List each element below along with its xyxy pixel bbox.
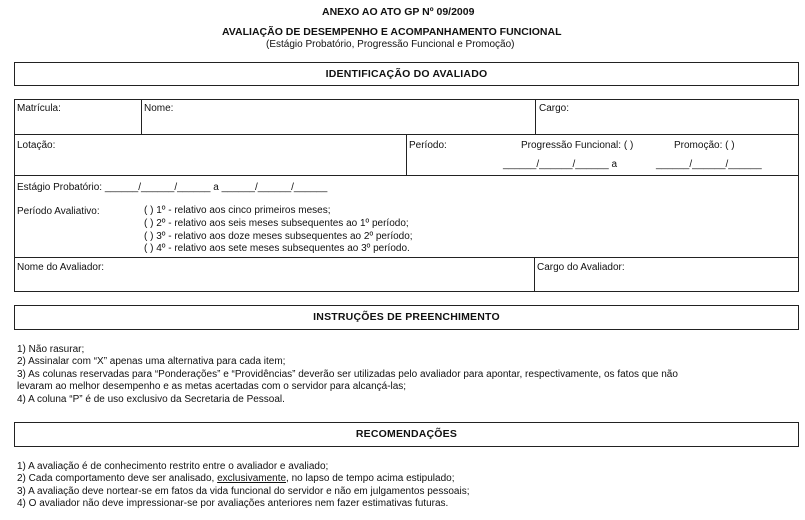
cargo-avaliador-label: Cargo do Avaliador:	[537, 262, 625, 273]
underlined-word: exclusivamente	[217, 473, 287, 485]
matricula-label: Matrícula:	[17, 103, 61, 114]
periodo-option-4[interactable]: ( ) 4º - relativo aos sete meses subsequentes ao 3º período.	[144, 243, 410, 254]
list-item: 4) O avaliador não deve impressionar-se por avaliações anteriores nem fazer estimativas futuras.	[17, 498, 449, 510]
recomendacoes-section-title: RECOMENDAÇÕES	[355, 428, 458, 440]
list-item: 3) As colunas reservadas para “Ponderações” e “Providências” deverão ser utilizadas pelo avaliador para apontar, respectivamente, os fatos que não	[17, 368, 678, 380]
instrucoes-list	[17, 344, 678, 406]
form-subtitle: (Estágio Probatório, Progressão Funcional e Promoção)	[266, 39, 515, 50]
list-item: 2) Cada comportamento deve ser analisado, exclusivamente, no lapso de tempo acima estipulado;	[17, 473, 455, 485]
list-item: 3) A avaliação deve nortear-se em fatos da vida funcional do servidor e não em julgamentos pessoais;	[17, 485, 470, 497]
list-item: 4) A coluna “P” é de uso exclusivo da Secretaria de Pessoal.	[17, 393, 285, 405]
lotacao-label: Lotação:	[17, 140, 56, 151]
nome-label: Nome:	[144, 103, 174, 114]
periodo-option-3[interactable]: ( ) 3º - relativo aos doze meses subsequentes ao 2º período;	[144, 231, 413, 242]
estagio-probatorio-label[interactable]: Estágio Probatório: ______/______/______ a ______/______/______	[17, 182, 328, 193]
lotacao-row-divider	[14, 175, 799, 176]
cargo-label: Cargo:	[539, 103, 570, 114]
instrucoes-section-title: INSTRUÇÕES DE PREENCHIMENTO	[313, 311, 500, 323]
cargo-cell[interactable]	[535, 99, 799, 135]
lotacao-divider	[406, 134, 407, 176]
promocao-option[interactable]: Promoção: ( )	[674, 140, 735, 151]
list-item: 2) Assinalar com “X” apenas uma alternativa para cada item;	[17, 356, 286, 368]
list-item: levaram ao melhor desempenho e as metas acertadas com o servidor para alcançá-las;	[17, 381, 407, 393]
nome-cell[interactable]	[141, 99, 536, 135]
periodo-option-1[interactable]: ( ) 1º - relativo aos cinco primeiros meses;	[144, 205, 331, 216]
periodo-option-2[interactable]: ( ) 2º - relativo aos seis meses subsequentes ao 1º período;	[144, 218, 409, 229]
identificacao-section-title: IDENTIFICAÇÃO DO AVALIADO	[325, 68, 488, 80]
list-item: 1) Não rasurar;	[17, 344, 85, 355]
periodo-avaliativo-label: Período Avaliativo:	[17, 206, 100, 217]
form-title: AVALIAÇÃO DE DESEMPENHO E ACOMPANHAMENTO FUNCIONAL	[222, 26, 562, 38]
list-item: 1) A avaliação é de conhecimento restrito entre o avaliador e avaliado;	[17, 461, 329, 472]
promocao-date-range[interactable]: ______/______/______	[656, 159, 762, 170]
periodo-label: Período:	[409, 140, 447, 151]
progressao-option[interactable]: Progressão Funcional: ( )	[521, 140, 634, 151]
annex-title: ANEXO AO ATO GP Nº 09/2009	[322, 6, 475, 18]
recomendacoes-list	[17, 461, 470, 511]
progressao-date-range[interactable]: ______/______/______ a	[503, 159, 618, 170]
nome-avaliador-label: Nome do Avaliador:	[17, 262, 105, 273]
